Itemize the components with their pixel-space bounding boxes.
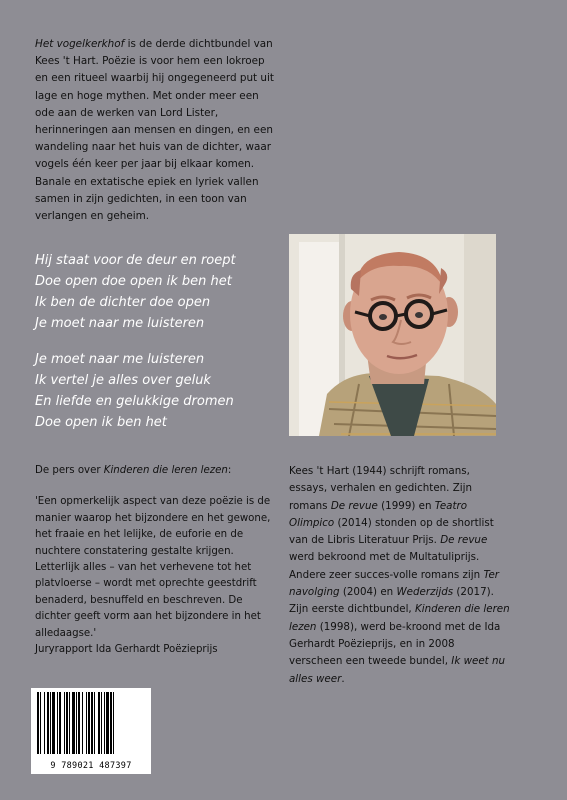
- bio-text: Kees 't Hart (1944) schrijft romans, essays, verhalen en gedichten. Zijn romans: [289, 465, 473, 512]
- author-bio: [289, 463, 511, 688]
- isbn-number: 9 789021 487397: [50, 761, 132, 771]
- poem-line: Doe open ik ben het: [35, 415, 167, 430]
- bio-title: Ik weet nu alles weer: [289, 655, 506, 685]
- press-heading-colon: :: [227, 465, 232, 476]
- bio-text: (2014) stonden op de shortlist van de Libris Literatuur Prijs.: [289, 516, 494, 547]
- poem-line: Je moet naar me luisteren: [35, 352, 205, 367]
- bio-title: Teatro Olimpico: [289, 499, 468, 529]
- poem-line: Je moet naar me luisteren: [35, 316, 205, 331]
- poem-line: Ik vertel je alles over geluk: [35, 373, 211, 388]
- intro-paragraph: [35, 36, 280, 225]
- press-heading: [35, 463, 277, 479]
- isbn-barcode: [31, 688, 151, 774]
- bio-text: (2017). Zijn eerste dichtbundel,: [289, 586, 494, 616]
- barcode-bars-icon: [37, 692, 145, 754]
- bio-text: (1998), werd be-kroond met de Ida Gerhardt Poëzieprijs, en in 2008 verscheen een tweede bundel,: [289, 620, 501, 668]
- bio-title: De revue: [330, 499, 378, 512]
- poem-excerpt: [35, 250, 275, 448]
- poem-stanza-2: [35, 349, 275, 433]
- poem-stanza-1: [35, 250, 275, 334]
- press-quote: [35, 494, 277, 658]
- poem-line: Hij staat voor de deur en roept: [35, 253, 236, 268]
- bio-text: .: [341, 672, 345, 685]
- bio-title: De revue: [440, 534, 488, 547]
- intro-text: is de derde dichtbundel van Kees 't Hart. Poëzie is voor hem een lokroep en een ritueel waarbij hij ongegeneerd put uit lage en hoge mythen. Met onder meer een ode aan de werken van Lord Lister, herinneringen aan mensen en dingen, en een wandeling naar het huis van de dichter, waar vogels één keer per jaar bij elkaar komen. Banale en extatische epiek en lyriek vallen samen in zijn gedichten, in een toon van verlangen en geheim.: [35, 38, 274, 223]
- bio-text: (1999) en: [377, 499, 435, 512]
- press-quote-text: 'Een opmerkelijk aspect van deze poëzie is de manier waarop het bijzondere en het gewone, het fraaie en het lelijke, de euforie en de nuchtere constatering gestalte krijgen. Letterlijk alles – van het verhevene tot het platvloerse – wordt met oprechte geestdrift benaderd, besnuffeld en beschreven. De dichter geeft vorm aan het bijzondere in het alledaagse.': [35, 496, 271, 639]
- press-heading-title: Kinderen die leren lezen: [103, 465, 228, 476]
- poem-line: Ik ben de dichter doe open: [35, 295, 211, 310]
- bio-title: Wederzijds: [396, 586, 454, 599]
- author-photo: [289, 234, 496, 436]
- press-section: [35, 463, 277, 658]
- bio-title: Ter navolging: [289, 568, 500, 599]
- author-portrait-illustration: [289, 234, 496, 436]
- poem-line: Doe open doe open ik ben het: [35, 274, 232, 289]
- press-quote-source: Juryrapport Ida Gerhardt Poëzieprijs: [35, 644, 218, 656]
- book-title: Het vogelkerkhof: [35, 38, 125, 50]
- bio-text: werd bekroond met de Multatuliprijs. Andere zeer succes-volle romans zijn: [289, 551, 484, 581]
- bio-text: (2004) en: [339, 586, 397, 599]
- poem-line: En liefde en gelukkige dromen: [35, 394, 234, 409]
- press-heading-text: De pers over: [35, 465, 104, 476]
- bio-title: Kinderen die leren lezen: [289, 603, 510, 633]
